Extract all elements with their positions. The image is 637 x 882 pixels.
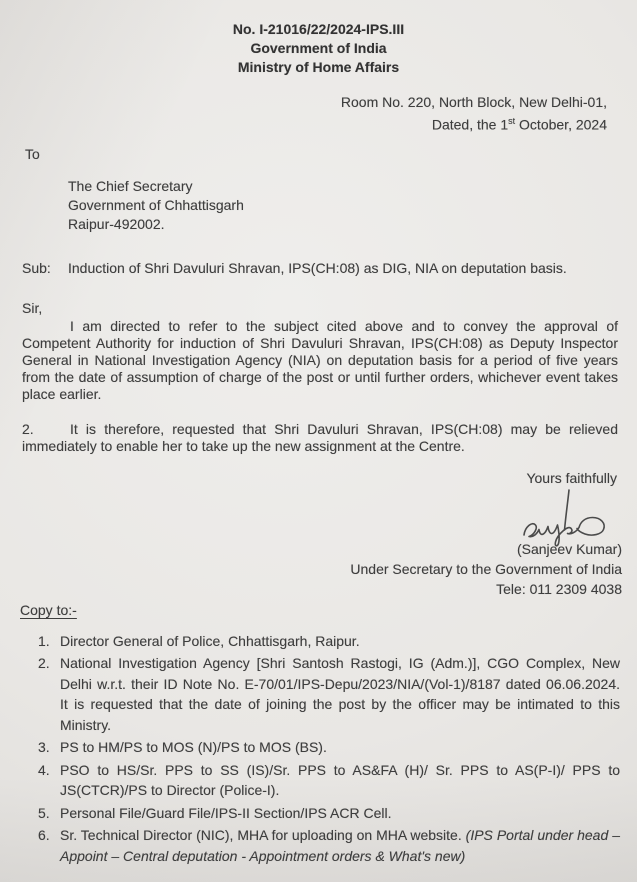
copy-item: [38, 825, 620, 866]
subject-label: Sub:: [22, 259, 51, 276]
subject-line: [22, 260, 618, 276]
copy-item-text: [60, 825, 620, 866]
letter-ref-number: No. I-21016/22/2024-IPS.III: [232, 21, 405, 37]
copy-item-text: PS to HM/PS to MOS (N)/PS to MOS (BS).: [60, 739, 327, 756]
letter-date: [0, 112, 607, 135]
copy-item-number: 6.: [38, 827, 50, 844]
salutation: Sir,: [22, 299, 43, 316]
copy-to-heading: Copy to:-: [20, 601, 77, 618]
body-paragraph-1: I am directed to refer to the subject cited above and to convey the approval of Competent Authority for induction of Shri Davuluri Shravan, IPS(CH:08) as Deputy Inspector General in National Investigation Agency (NIA) on deputation basis for a period of five years from the date of assumption of charge of the post or until further orders, whichever event takes place earlier.: [22, 317, 618, 402]
recipient-address: [68, 177, 637, 234]
recipient-city: Raipur-492002.: [68, 215, 165, 232]
copy-item-number: 3.: [38, 739, 50, 756]
copy-item: [38, 760, 620, 801]
copy-item: [38, 631, 620, 652]
signature-block: [0, 488, 637, 599]
copy-list: [38, 631, 620, 867]
recipient-title: The Chief Secretary: [68, 177, 193, 194]
copy-item-text: National Investigation Agency [Shri Santosh Rastogi, IG (Adm.)], CGO Complex, New Delhi w.r.t. their ID Note No. E-70/01/IPS-Depu/2023/NIA/(Vol-1)/8187 dated 06.06.2024. It is requested that the date of joining the post by the officer may be intimated to this Ministry.: [60, 655, 620, 733]
copy-item-text: PSO to HS/Sr. PPS to SS (IS)/Sr. PPS to AS&FA (H)/ Sr. PPS to AS(P-I)/ PPS to JS(CTCR)/PS to Director (Police-I).: [60, 761, 620, 799]
copy-item-text-normal: Sr. Technical Director (NIC), MHA for uploading on MHA website.: [60, 827, 466, 844]
to-label: To: [25, 145, 40, 162]
subject-text: Induction of Shri Davuluri Shravan, IPS(CH:08) as DIG, NIA on deputation basis.: [68, 259, 567, 276]
copy-item: [38, 737, 620, 758]
signatory-designation: Under Secretary to the Government of India: [350, 560, 622, 577]
body-paragraph-2: [22, 421, 618, 455]
date-suffix: October, 2024: [515, 116, 607, 133]
copy-item-text: Director General of Police, Chhattisgarh, Raipur.: [60, 632, 360, 649]
org-name: Government of India: [250, 40, 387, 56]
date-ordinal: st: [508, 116, 516, 126]
ministry-name: Ministry of Home Affairs: [237, 59, 400, 75]
copy-item: [38, 803, 620, 824]
signatory-phone: Tele: 011 2309 4038: [496, 580, 622, 597]
copy-item: [38, 653, 620, 735]
closing-valediction: Yours faithfully: [526, 469, 617, 486]
letter-header: [0, 0, 637, 77]
recipient-org: Government of Chhattisgarh: [68, 196, 244, 213]
copy-item-text-italic: (IPS Portal under head – Appoint – Central deputation - Appointment orders & What's new): [60, 827, 620, 864]
copy-item-number: 2.: [38, 655, 50, 672]
signatory-name: (Sanjeev Kumar): [516, 540, 622, 557]
office-address: Room No. 220, North Block, New Delhi-01,: [340, 94, 607, 110]
copy-item-number: 1.: [38, 632, 50, 649]
copy-item-number: 4.: [38, 761, 50, 778]
copy-item-number: 5.: [38, 804, 50, 821]
address-date-block: [0, 93, 637, 135]
paragraph-2-text: It is therefore, requested that Shri Davuluri Shravan, IPS(CH:08) may be relieved immediately to enable her to take up the new assignment at the Centre.: [22, 420, 618, 454]
paragraph-2-number: 2.: [22, 420, 34, 437]
copy-item-text: Personal File/Guard File/IPS-II Section/IPS ACR Cell.: [60, 804, 392, 821]
date-prefix: Dated, the 1: [431, 116, 509, 133]
